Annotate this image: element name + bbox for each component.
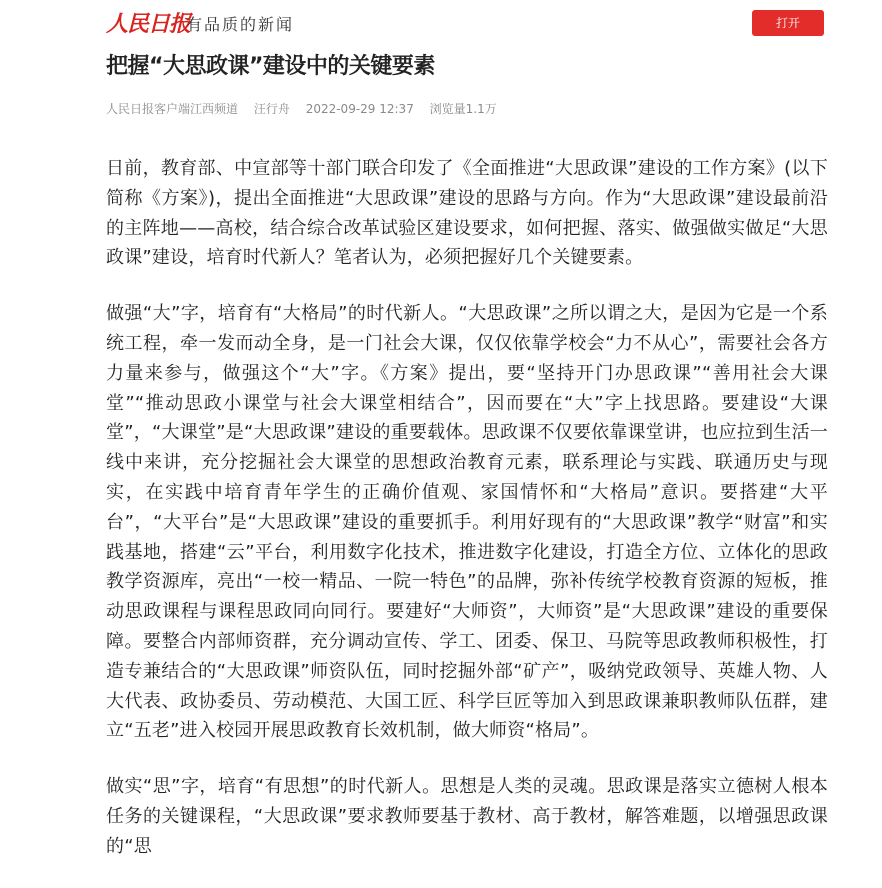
article-title: 把握“大思政课”建设中的关键要素 bbox=[106, 54, 435, 79]
article-paragraph: 日前，教育部、中宣部等十部门联合印发了《全面推进“大思政课”建设的工作方案》(以下简称《方案》)，提出全面推进“大思政课”建设的思路与方向。作为“大思政课”建设最前沿的主阵地——高校，结合综合改革试验区建设要求，如何把握、落实、做强做实做足“大思政课”建设，培育时代新人？笔者认为，必须把握好几个关键要素。 bbox=[106, 158, 828, 269]
article-paragraph: 做实“思”字，培育“有思想”的时代新人。思想是人类的灵魂。思政课是落实立德树人根本任务的关键课程，“大思政课”要求教师要基于教材、高于教材，解答难题，以增强思政课的“思 bbox=[106, 776, 828, 857]
article-views: 浏览量1.1万 bbox=[429, 102, 497, 116]
top-banner bbox=[0, 0, 882, 44]
people-daily-logo[interactable]: 人民日报 bbox=[106, 11, 191, 37]
open-app-button[interactable]: 打开 bbox=[752, 10, 824, 36]
article-author: 汪行舟 bbox=[253, 102, 290, 116]
article-datetime: 2022-09-29 12:37 bbox=[305, 102, 414, 116]
article-source[interactable]: 人民日报客户端江西频道 bbox=[106, 102, 239, 116]
slogan-text: 有品质的新闻 bbox=[186, 15, 295, 34]
article-meta bbox=[106, 101, 509, 117]
article-body bbox=[106, 154, 828, 888]
article-paragraph: 做强“大”字，培育有“大格局”的时代新人。“大思政课”之所以谓之大，是因为它是一个系统工程，牵一发而动全身，是一门社会大课，仅仅依靠学校会“力不从心”，需要社会各方力量来参与，做强这个“大”字。《方案》提出，要“坚持开门办思政课”“善用社会大课堂”“推动思政小课堂与社会大课堂相结合”，因而要在“大”字上找思路。要建设“大课堂”，“大课堂”是“大思政课”建设的重要载体。思政课不仅要依靠课堂讲，也应拉到生活一线中来讲，充分挖掘社会大课堂的思想政治教育元素，联系理论与实践、联通历史与现实，在实践中培育青年学生的正确价值观、家国情怀和“大格局”意识。要搭建“大平台”，“大平台”是“大思政课”建设的重要抓手。利用好现有的“大思政课”教学“财富”和实践基地，搭建“云”平台，利用数字化技术，推进数字化建设，打造全方位、立体化的思政教学资源库，亮出“一校一精品、一院一特色”的品牌，弥补传统学校教育资源的短板，推动思政课程与课程思政同向同行。要建好“大师资”，大师资”是“大思政课”建设的重要保障。要整合内部师资群，充分调动宣传、学工、团委、保卫、马院等思政教师积极性，打造专兼结合的“大思政课”师资队伍，同时挖掘外部“矿产”，吸纳党政领导、英雄人物、人大代表、政协委员、劳动模范、大国工匠、科学巨匠等加入到思政课兼职教师队伍群，建立“五老”进入校园开展思政教育长效机制，做大师资“格局”。 bbox=[106, 303, 828, 742]
